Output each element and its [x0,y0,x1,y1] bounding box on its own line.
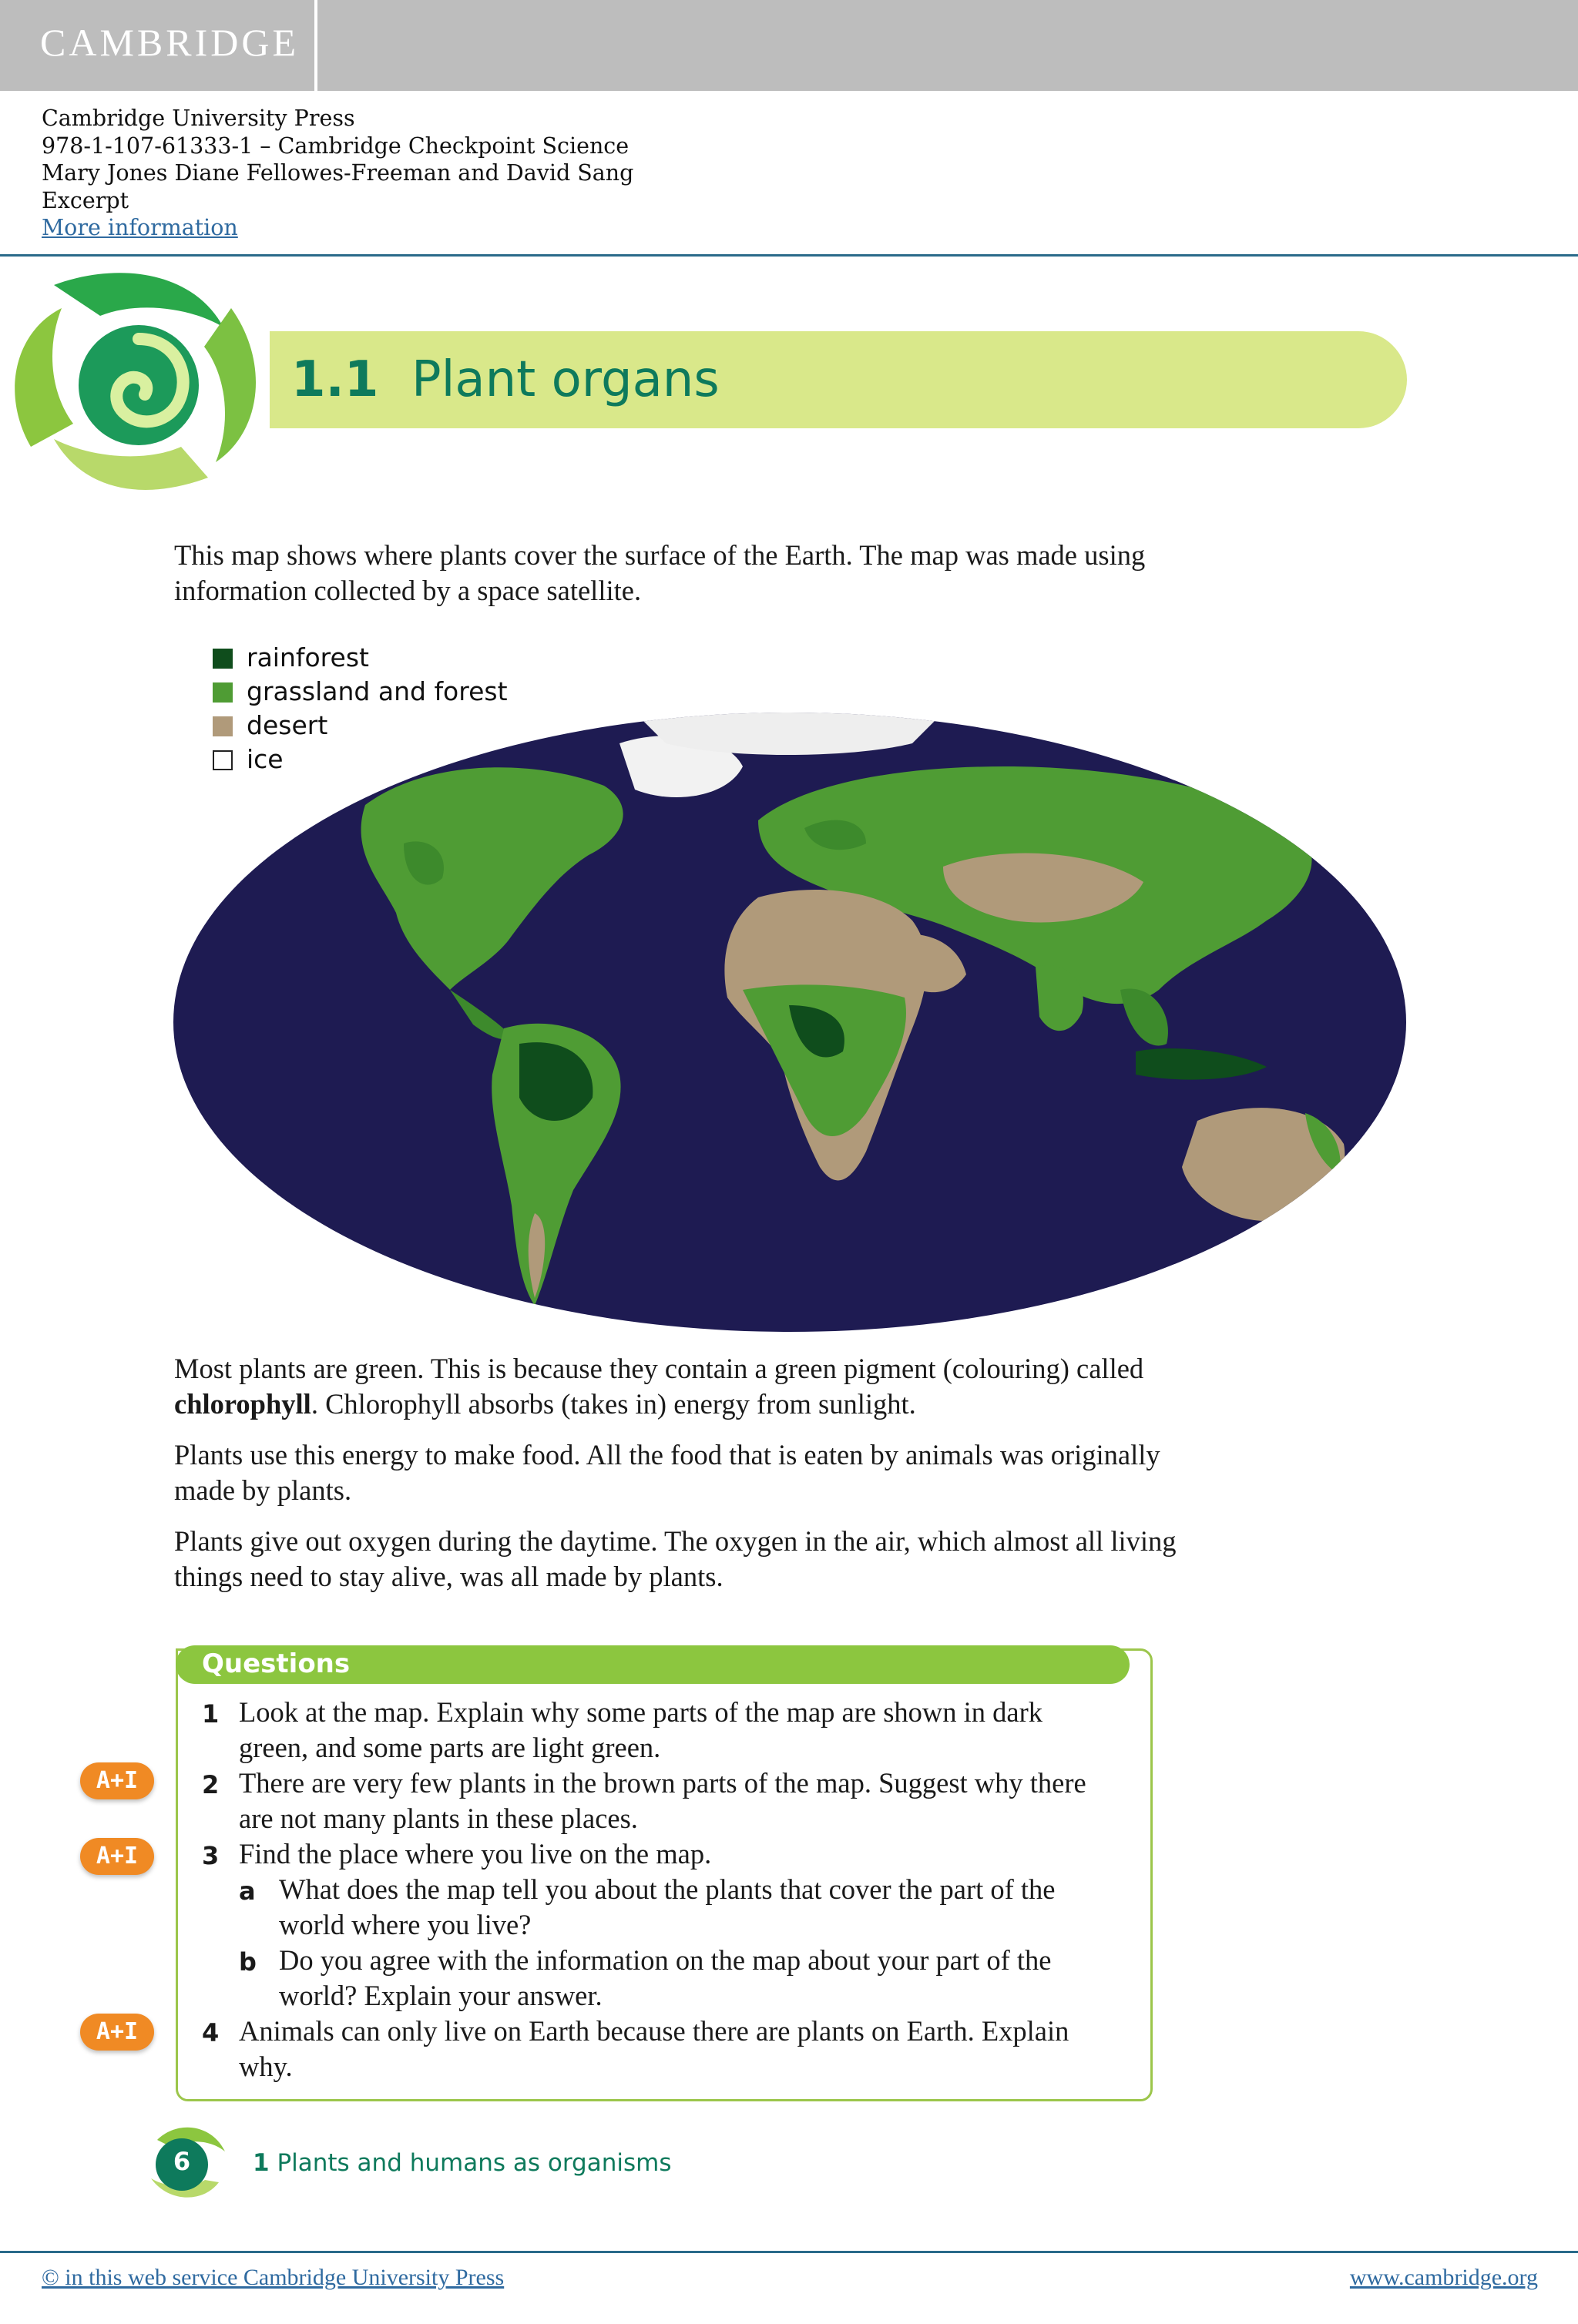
legend-label: ice [247,744,284,774]
subquestion-letter: b [239,1947,257,1977]
chapter-title: Plants and humans as organisms [277,2149,672,2177]
chlorophyll-paragraph [174,1351,1199,1422]
oxygen-paragraph: Plants give out oxygen during the daytime. The oxygen in the air, which almost all living things need to stay alive, was all made by plants. [174,1525,1177,1592]
intro-paragraph: This map shows where plants cover the surface of the Earth. The map was made using information collected by a space satellite. [174,539,1146,606]
legend-label: desert [247,710,328,740]
question-number: 1 [202,1699,220,1729]
question-2-text: There are very few plants in the brown parts of the map. Suggest why there are not many plants in these places. [239,1767,1086,1834]
page-number: 6 [173,2147,191,2176]
question-3-text: Find the place where you live on the map. [239,1838,712,1870]
copyright-link[interactable]: © in this web service Cambridge University Press [42,2265,505,2290]
swirl-logo-icon [0,254,285,508]
section-number: 1.1 [291,351,379,408]
question-3b-text: Do you agree with the information on the map about your part of the world? Explain your answer. [279,1944,1052,2011]
vegetation-world-map [173,713,1407,1333]
book-metadata [42,105,633,242]
subquestion-letter: a [239,1876,256,1906]
grassland-swatch [213,682,233,703]
question-number: 4 [202,2018,220,2047]
isbn-title: 978-1-107-61333-1 – Cambridge Checkpoint Science [42,132,630,159]
more-information-link[interactable]: More information [42,215,238,240]
ai-badge: A+I [80,1838,154,1875]
authors: Mary Jones Diane Fellowes-Freeman and David Sang [42,160,634,186]
question-number: 2 [202,1770,220,1799]
question-3a-text: What does the map tell you about the plants that cover the part of the world where you live? [279,1873,1056,1940]
food-paragraph: Plants use this energy to make food. All the food that is eaten by animals was originally made by plants. [174,1439,1160,1506]
questions-title: Questions [202,1648,351,1679]
p1-text: Most plants are green. This is because they contain a green pigment (colouring) called [174,1353,1144,1384]
excerpt-label: Excerpt [42,187,129,213]
ai-badge: A+I [80,2014,154,2051]
question-1-text: Look at the map. Explain why some parts of the map are shown in dark green, and some parts are light green. [239,1696,1043,1763]
legend-label: grassland and forest [247,676,508,706]
ice-swatch [213,750,233,770]
chapter-label [253,2149,671,2177]
desert-swatch [213,716,233,736]
p1-text-end: . Chlorophyll absorbs (takes in) energy from sunlight. [311,1388,916,1420]
website-link[interactable]: www.cambridge.org [1349,2265,1538,2290]
chlorophyll-term: chlorophyll [174,1388,311,1420]
page-title: Plant organs [411,351,720,408]
question-4-text: Animals can only live on Earth because there are plants on Earth. Explain why. [239,2015,1069,2082]
publisher-name: Cambridge University Press [42,106,355,131]
legend-label: rainforest [247,642,369,672]
ai-badge: A+I [80,1762,154,1799]
chapter-number: 1 [253,2149,270,2177]
rainforest-swatch [213,649,233,669]
footer-divider [0,2251,1578,2253]
publisher-logo: CAMBRIDGE [40,21,300,64]
question-number: 3 [202,1841,220,1870]
